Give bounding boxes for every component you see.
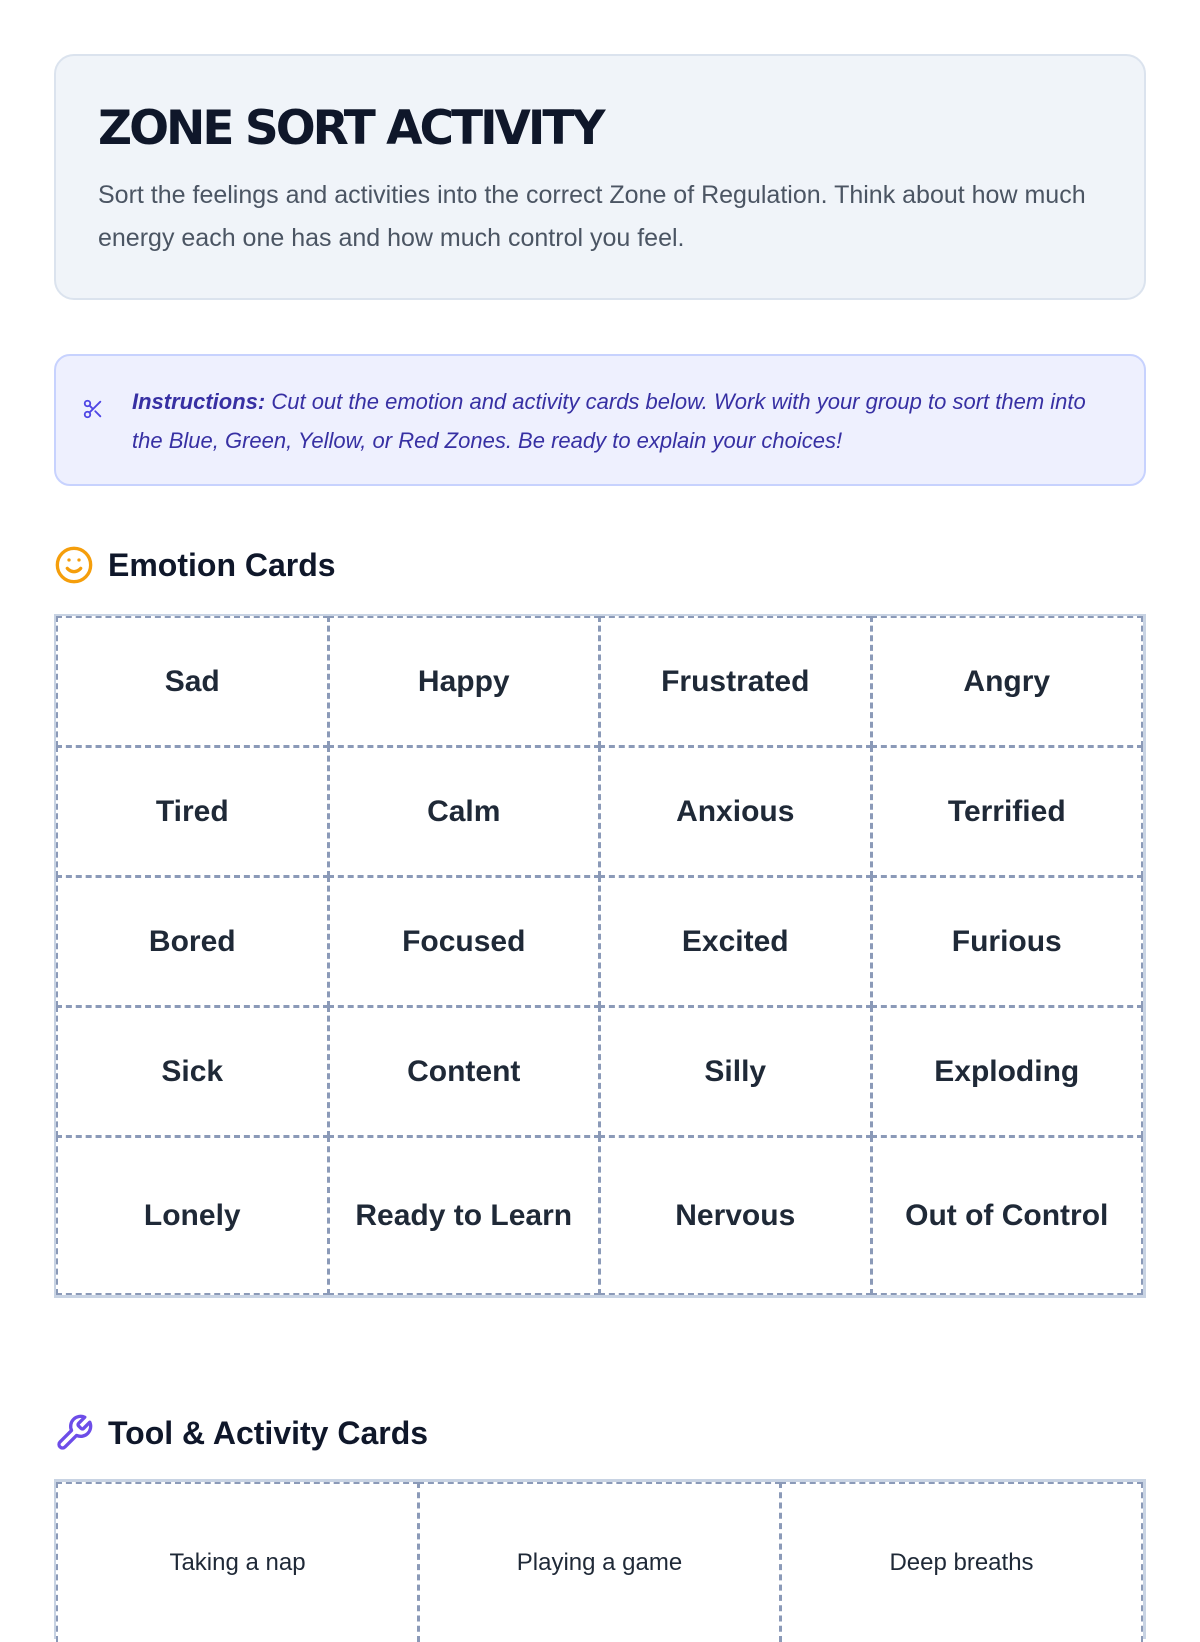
- cut-card: Nervous: [599, 1136, 872, 1295]
- cut-card: Deep breaths: [780, 1482, 1143, 1642]
- cut-card: Taking a nap: [56, 1482, 419, 1642]
- cut-card: Exploding: [871, 1006, 1144, 1137]
- cut-card: Terrified: [871, 746, 1144, 877]
- cut-card: Angry: [871, 616, 1144, 747]
- cut-card: Silly: [599, 1006, 872, 1137]
- emotion-section-heading: [54, 544, 336, 586]
- instructions-label: Instructions:: [132, 389, 266, 414]
- smiley-icon: [54, 545, 94, 585]
- cut-card: Ready to Learn: [328, 1136, 601, 1295]
- cut-card: Anxious: [599, 746, 872, 877]
- cut-card: Lonely: [56, 1136, 329, 1295]
- page-title: ZONE SORT ACTIVITY: [98, 101, 603, 156]
- scissors-icon: [82, 398, 104, 420]
- page-subtitle: Sort the feelings and activities into the correct Zone of Regulation. Think about how much energy each one has and how much control you feel.: [98, 181, 1086, 252]
- tool-card-grid: [54, 1479, 1146, 1639]
- cut-card: Calm: [328, 746, 601, 877]
- cut-card: Furious: [871, 876, 1144, 1007]
- tool-section-title: Tool & Activity Cards: [108, 1414, 429, 1451]
- cut-card: Playing a game: [418, 1482, 781, 1642]
- header-card: [54, 54, 1146, 300]
- instructions-text: [132, 389, 1086, 453]
- cut-card: Sick: [56, 1006, 329, 1137]
- cut-card: Sad: [56, 616, 329, 747]
- instructions-body: Cut out the emotion and activity cards below. Work with your group to sort them into the Blue, Green, Yellow, or Red Zones. Be ready to explain your choices!: [132, 389, 1086, 453]
- cut-card: Frustrated: [599, 616, 872, 747]
- instructions-box: [54, 354, 1146, 486]
- cut-card: Out of Control: [871, 1136, 1144, 1295]
- cut-card: Bored: [56, 876, 329, 1007]
- cut-card: Content: [328, 1006, 601, 1137]
- cut-card: Excited: [599, 876, 872, 1007]
- cut-card: Tired: [56, 746, 329, 877]
- wrench-icon: [54, 1413, 94, 1453]
- emotion-card-grid: [54, 614, 1146, 1298]
- tool-section-heading: [54, 1412, 428, 1454]
- cut-card: Happy: [328, 616, 601, 747]
- cut-card: Focused: [328, 876, 601, 1007]
- emotion-section-title: Emotion Cards: [108, 546, 336, 583]
